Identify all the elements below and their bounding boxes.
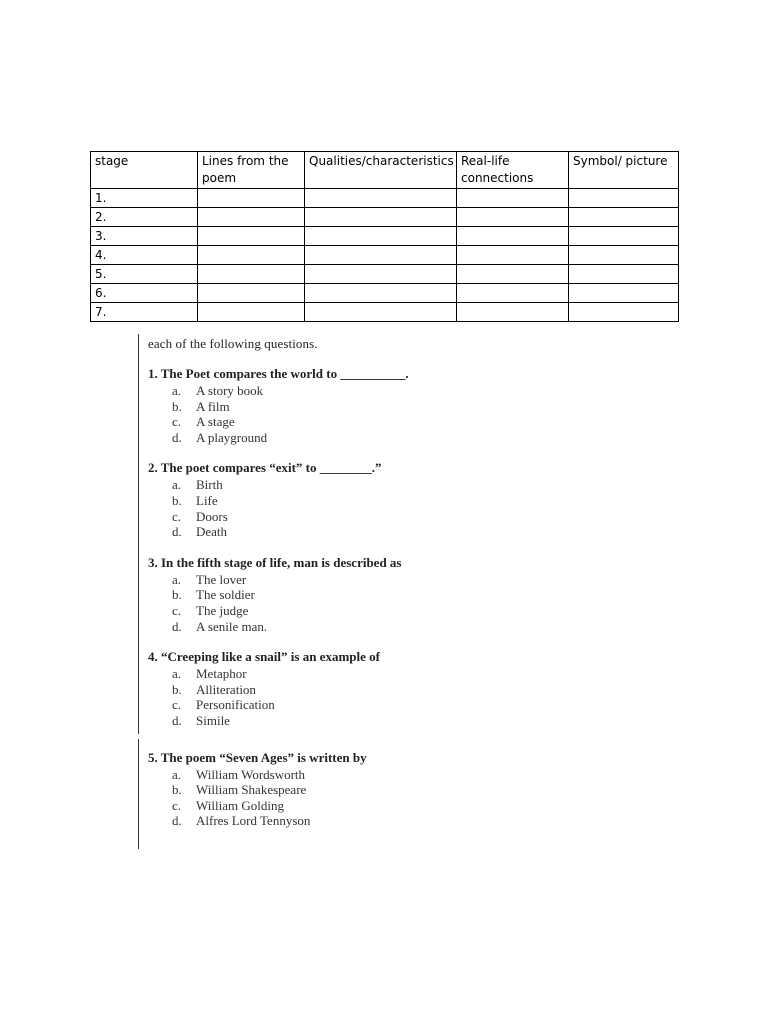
option-text: Alliteration [196,681,256,697]
option-a [148,477,478,493]
stage-cell: 4. [91,246,198,265]
option-text: Birth [196,477,223,493]
table-cell [305,208,457,227]
option-letter: d. [172,429,182,445]
table-row [91,284,679,303]
table-cell [569,303,679,322]
option-letter: a. [172,666,182,682]
table-cell [569,284,679,303]
table-cell [569,208,679,227]
option-b [148,682,478,698]
table-cell [457,189,569,208]
question-2 [148,459,478,539]
option-a [148,572,478,588]
table-cell [457,284,569,303]
option-letter: a. [172,477,182,493]
quiz-section [148,336,478,843]
option-d [148,713,478,729]
header-stage: stage [91,152,198,189]
option-c [148,798,478,814]
table-row [91,246,679,265]
option-text: Death [196,524,228,540]
option-text: Personification [196,697,275,713]
question-text: 2. The poet compares “exit” to ________.” [148,460,382,476]
table-cell [569,265,679,284]
option-text: A playground [196,429,268,445]
header-real-life: Real-life connections [457,152,569,189]
option-text: A stage [196,414,235,430]
table-cell [305,303,457,322]
question-3 [148,554,478,634]
option-text: William Golding [196,797,284,813]
stage-table [90,151,679,322]
option-letter: d. [172,813,182,829]
question-text: 1. The Poet compares the world to __________. [148,366,409,381]
option-c [148,697,478,713]
table-row [91,265,679,284]
option-letter: c. [172,414,182,430]
table-cell [569,189,679,208]
option-c [148,603,478,619]
option-letter: b. [172,782,182,798]
quiz-intro: each of the following questions. [148,336,318,351]
question-text: 4. “Creeping like a snail” is an example of [148,649,380,665]
table-cell [198,284,305,303]
option-text: William Wordsworth [196,766,306,782]
table-cell [198,246,305,265]
option-d [148,813,478,829]
header-lines: Lines from the poem [198,152,305,189]
option-text: Doors [196,508,228,524]
stage-cell: 2. [91,208,198,227]
table-cell [198,189,305,208]
option-text: A story book [196,383,264,398]
option-a [148,666,478,682]
option-letter: b. [172,492,182,508]
option-b [148,493,478,509]
question-5 [148,749,478,829]
question-text: 5. The poem “Seven Ages” is written by [148,749,367,765]
table-cell [198,208,305,227]
table-cell [457,246,569,265]
option-letter: c. [172,508,182,524]
option-text: The soldier [196,587,255,603]
table-cell [569,246,679,265]
table-row [91,227,679,246]
option-letter: d. [172,618,182,634]
table-cell [569,227,679,246]
question-text: 3. In the fifth stage of life, man is described as [148,554,402,570]
option-text: A senile man. [196,618,268,634]
table-header-row [91,152,679,189]
option-text: Metaphor [196,666,247,682]
header-qualities: Qualities/characteristics [305,152,457,189]
option-letter: a. [172,766,182,782]
option-a [148,767,478,783]
table-cell [198,303,305,322]
option-letter: a. [172,383,182,398]
table-cell [305,246,457,265]
option-letter: c. [172,602,182,618]
question-4 [148,648,478,728]
table-cell [457,208,569,227]
margin-line [138,739,139,849]
margin-line [138,334,139,734]
option-b [148,587,478,603]
stage-cell: 1. [91,189,198,208]
option-a [148,383,478,399]
table-row [91,208,679,227]
table-row [91,189,679,208]
option-letter: d. [172,712,182,728]
option-letter: a. [172,571,182,587]
question-1 [148,365,478,445]
option-d [148,524,478,540]
table-cell [457,227,569,246]
option-text: Alfres Lord Tennyson [196,813,311,829]
stage-cell: 5. [91,265,198,284]
option-c [148,414,478,430]
option-c [148,509,478,525]
option-b [148,782,478,798]
option-letter: c. [172,797,182,813]
table-row [91,303,679,322]
option-letter: d. [172,524,182,540]
option-text: The lover [196,571,247,587]
option-text: A film [196,398,230,414]
stage-cell: 6. [91,284,198,303]
option-letter: b. [172,587,182,603]
option-text: William Shakespeare [196,782,307,798]
table-cell [305,189,457,208]
table-cell [457,265,569,284]
table-cell [305,265,457,284]
option-text: Life [196,492,218,508]
option-d [148,619,478,635]
option-letter: b. [172,681,182,697]
table-cell [305,227,457,246]
stage-cell: 7. [91,303,198,322]
option-letter: b. [172,398,182,414]
option-d [148,430,478,446]
table-cell [457,303,569,322]
option-text: Simile [196,712,230,728]
option-b [148,399,478,415]
option-text: The judge [196,602,249,618]
header-symbol: Symbol/ picture [569,152,679,189]
table-cell [198,265,305,284]
option-letter: c. [172,697,182,713]
table-cell [305,284,457,303]
stage-cell: 3. [91,227,198,246]
table-cell [198,227,305,246]
